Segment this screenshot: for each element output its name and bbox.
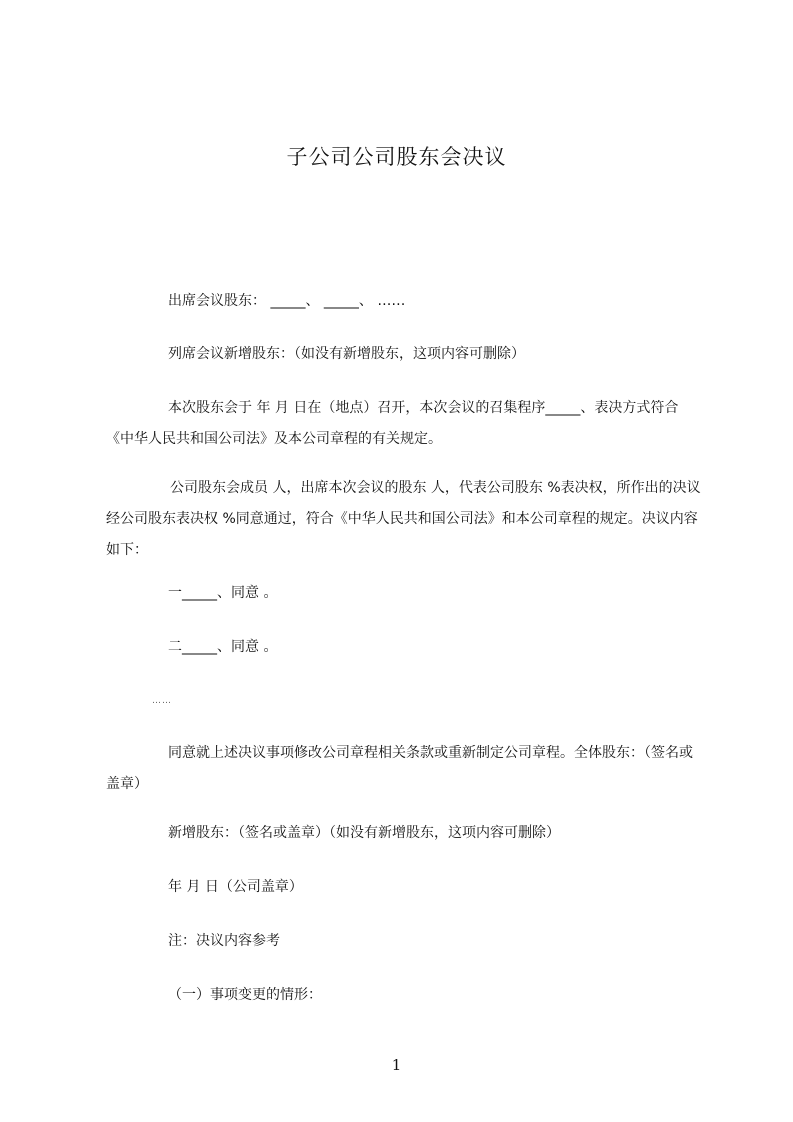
new-shareholders-sign-line: 新增股东：（签名或盖章）（如没有新增股东，这项内容可删除） (168, 825, 560, 841)
attendees-line: 出席会议股东： _____、 _____、 …… (168, 293, 406, 309)
ellipsis-marker: …… (152, 696, 172, 706)
note-line: 注：决议内容参考 (168, 933, 280, 949)
members-paragraph: 公司股东会成员 人，出席本次会议的股东 人，代表公司股东 %表决权，所作出的决议经公司股东表决权 %同意通过，符合《中华人民共和国公司法》和本公司章程的规定。决议内容如下： (106, 480, 701, 558)
meeting-paragraph: 本次股东会于 年 月 日在（地点）召开，本次会议的召集程序_____、表决方式符合《中华人民共和国公司法》及本公司章程的有关规定。 (106, 400, 679, 447)
page-number: 1 (391, 1056, 402, 1074)
section-one-heading: （一）事项变更的情形： (168, 987, 322, 1003)
new-shareholders-attending-line: 列席会议新增股东：（如没有新增股东，这项内容可删除） (168, 346, 525, 362)
document-title: 子公司公司股东会决议 (286, 145, 507, 169)
amend-charter-paragraph: 同意就上述决议事项修改公司章程相关条款或重新制定公司章程。全体股东：（签名或盖章） (106, 745, 693, 792)
resolution-item-two: 二_____、同意 。 (168, 639, 278, 655)
date-seal-line: 年 月 日（公司盖章） (168, 879, 303, 895)
resolution-item-one: 一_____、同意 。 (168, 585, 278, 601)
